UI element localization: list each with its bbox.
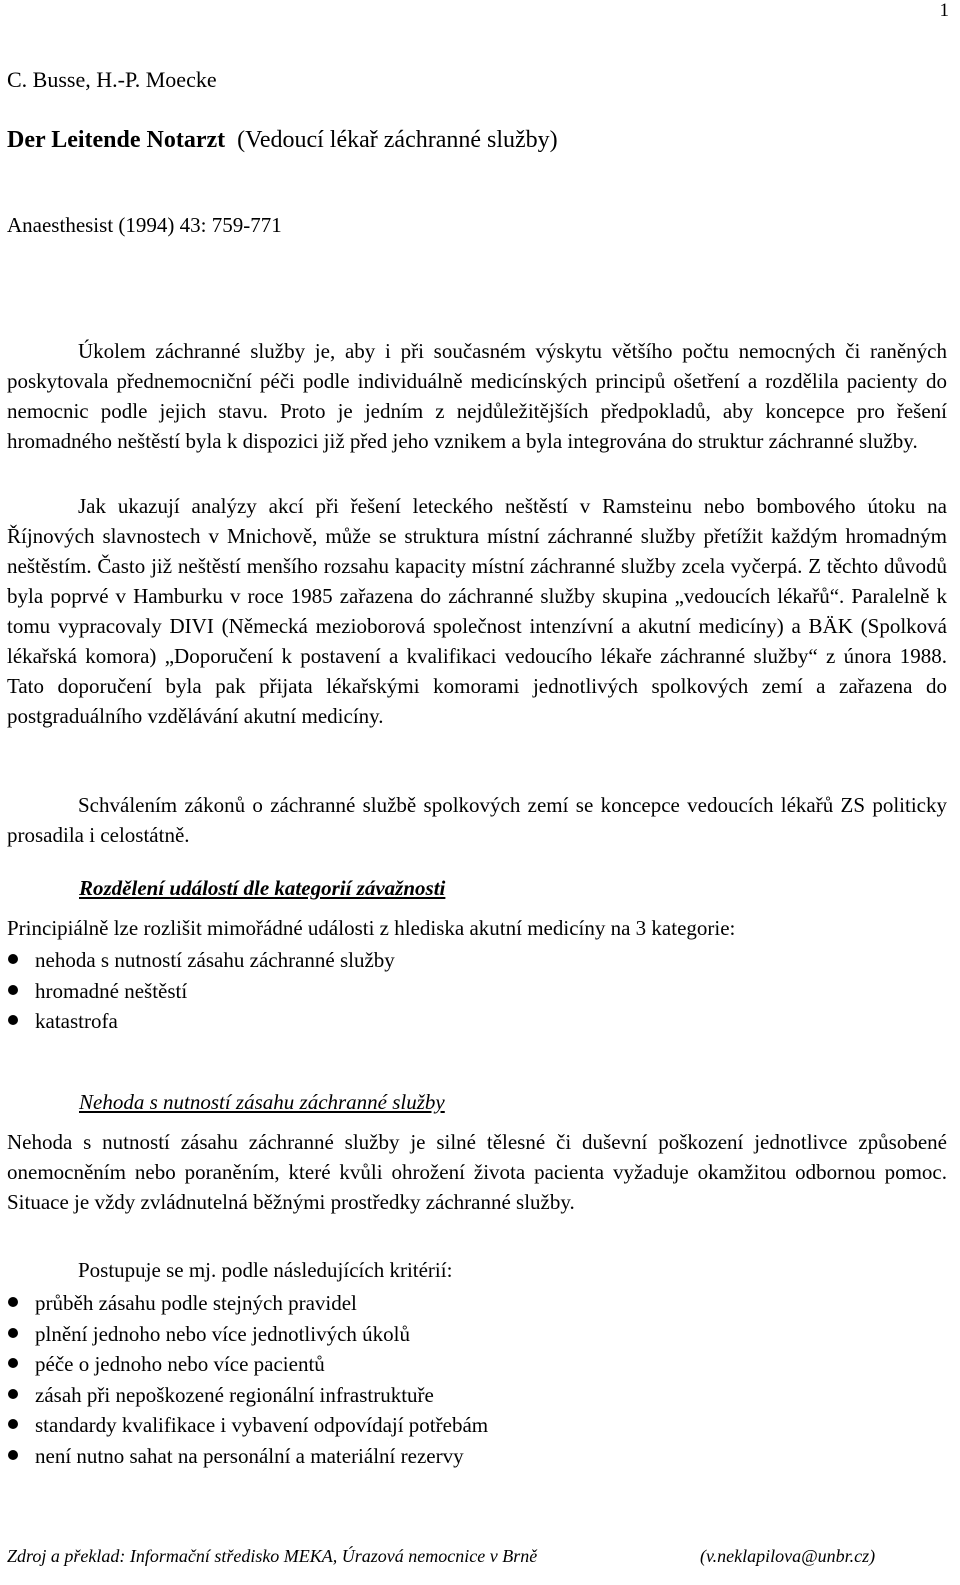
paragraph-law: Schválením zákonů o záchranné službě spolkových zemí se koncepce vedoucích lékařů ZS politicky prosadila i celostátně.: [7, 793, 947, 847]
paragraph-intro: Úkolem záchranné služby je, aby i při současném výskytu většího počtu nemocných či raněných poskytovala přednemocniční péči podle individuálně medicínských principů ošetření a rozdělila pacienty do nemocnic podle jejich stavu. Proto je jedním z nejdůležitějších předpokladů, aby koncepce pro řešení hromadného neštěstí byla k dispozici již před jeho vznikem a byla integrována do struktur záchranné služby.: [7, 339, 947, 453]
list-item: katastrofa: [7, 1006, 395, 1037]
list-item: standardy kvalifikace i vybavení odpovídají potřebám: [7, 1410, 488, 1441]
section-heading-categories: Rozdělení událostí dle kategorií závažnosti: [79, 876, 446, 900]
criteria-intro: Postupuje se mj. podle následujících kritérií:: [78, 1258, 453, 1282]
title-translation: (Vedoucí lékař záchranné služby): [237, 127, 558, 153]
document-title: [7, 127, 558, 154]
list-item: zásah při nepoškozené regionální infrastruktuře: [7, 1380, 488, 1411]
authors: C. Busse, H.-P. Moecke: [7, 67, 217, 92]
title-main: Der Leitende Notarzt: [7, 127, 226, 153]
list-item: hromadné neštěstí: [7, 976, 395, 1007]
list-item: péče o jednoho nebo více pacientů: [7, 1349, 488, 1380]
list-item: není nutno sahat na personální a materiální rezervy: [7, 1441, 488, 1472]
categories-intro: Principiálně lze rozlišit mimořádné události z hlediska akutní medicíny na 3 kategorie:: [7, 916, 736, 940]
footer-source: Zdroj a překlad: Informační středisko MEKA, Úrazová nemocnice v Brně: [7, 1546, 538, 1566]
paragraph-accident-definition: Nehoda s nutností zásahu záchranné služby je silné tělesné či duševní poškození jednotlivce způsobené onemocněním nebo poraněním, které kvůli ohrožení života pacienta vyžaduje okamžitou odbornou pomoc. Situace je vždy zvládnutelná běžnými prostředky záchranné služby.: [7, 1130, 947, 1214]
list-item: průběh zásahu podle stejných pravidel: [7, 1288, 488, 1319]
citation: Anaesthesist (1994) 43: 759-771: [7, 213, 282, 237]
list-item: plnění jednoho nebo více jednotlivých úkolů: [7, 1319, 488, 1350]
list-item: nehoda s nutností zásahu záchranné služby: [7, 945, 395, 976]
page-number: 1: [939, 0, 949, 21]
criteria-list: [7, 1288, 488, 1471]
footer: [7, 1546, 907, 1567]
categories-list: [7, 945, 395, 1037]
paragraph-analysis: Jak ukazují analýzy akcí při řešení leteckého neštěstí v Ramsteinu nebo bombového útoku na Říjnových slavnostech v Mnichově, může se struktura místní záchranné služby přetížit každým hromadným neštěstím. Často již neštěstí menšího rozsahu kapacity místní záchranné služby zcela vyčerpá. Z těchto důvodů byla poprvé v Hamburku v roce 1985 zařazena do záchranné služby skupina „vedoucích lékařů“. Paralelně k tomu vypracovaly DIVI (Německá mezioborová společnost intenzívní a akutní medicíny) a BÄK (Spolková lékařská komora) „Doporučení k postavení a kvalifikaci vedoucího lékaře záchranné služby“ z února 1988. Tato doporučení byla pak přijata lékařskými komorami jednotlivých spolkových zemí a zařazena do postgraduálního vzdělávání akutní medicíny.: [7, 494, 947, 728]
section-heading-accident: Nehoda s nutností zásahu záchranné služby: [79, 1090, 445, 1114]
footer-contact: (v.neklapilova@unbr.cz): [700, 1546, 876, 1566]
